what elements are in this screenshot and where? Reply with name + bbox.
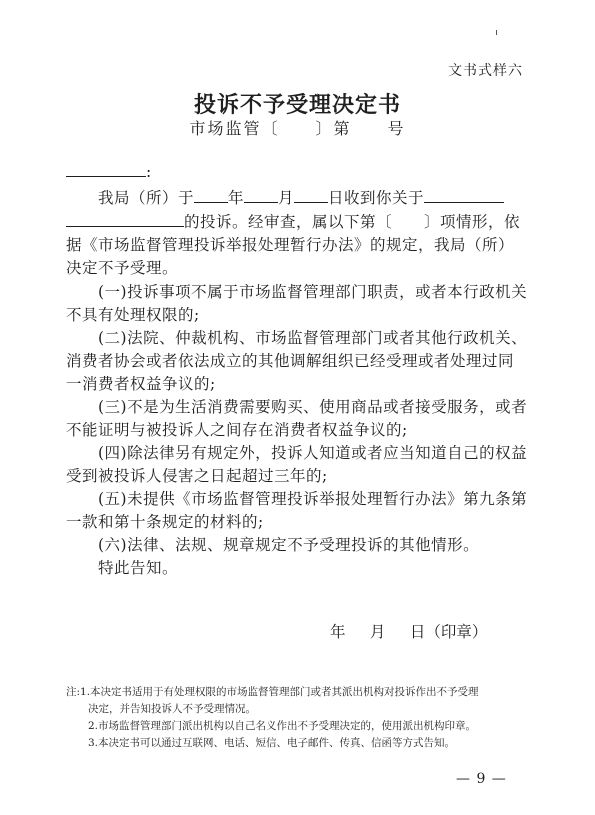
list-item: (一)投诉事项不属于市场监督管理部门职责，或者本行政机关不具有处理权限的; bbox=[66, 283, 528, 324]
intro-paragraph: 我局（所）于 年 月 日收到你关于的投诉。经审查，属以下第〔 〕项情形，依据《市场监督管理投诉举报处理暂行办法》的规定，我局（所）决定不予受理。 bbox=[66, 186, 528, 280]
sample-label: 文书式样六 bbox=[448, 63, 523, 79]
addressee-blank bbox=[66, 160, 146, 177]
list-item: (五)未提供《市场监督管理投诉举报处理暂行办法》第九条第一款和第十条规定的材料的; bbox=[66, 490, 528, 531]
document-number: 市场监管〔 〕第 号 bbox=[189, 119, 406, 138]
page-number: — 9 — bbox=[456, 771, 507, 787]
note-2: 2.市场监督管理部门派出机构以自己名义作出不予受理决定的，使用派出机构印章。 bbox=[88, 720, 477, 732]
addressee-line: : bbox=[66, 160, 528, 184]
closing-text: 特此告知。 bbox=[98, 559, 179, 577]
list-item: (二)法院、仲裁机构、市场监督管理部门或者其他行政机关、消费者协会或者依法成立的其他调解组织已经受理或者处理过同一消费者权益争议的; bbox=[66, 329, 528, 393]
list-item: (六)法律、法规、规章规定不予受理投诉的其他情形。 bbox=[98, 536, 480, 554]
note-3: 3.本决定书可以通过互联网、电话、短信、电子邮件、传真、信函等方式告知。 bbox=[88, 737, 456, 749]
items-list bbox=[66, 281, 528, 580]
list-item: (三)不是为生活消费需要购买、使用商品或者接受服务，或者不能证明与被投诉人之间存在消费者权益争议的; bbox=[66, 398, 528, 439]
list-item: (四)除法律另有规定外，投诉人知道或者应当知道自己的权益受到被投诉人侵害之日起超过三年的; bbox=[66, 444, 528, 485]
note-1-cont: 决定，并告知投诉人不予受理情况。 bbox=[88, 703, 256, 715]
note-1: 注:1.本决定书适用于有处理权限的市场监督管理部门或者其派出机构对投诉作出不予受理 bbox=[66, 686, 479, 698]
date-seal-line: 年 月 日（印章） bbox=[330, 623, 488, 641]
scan-mark bbox=[496, 30, 497, 35]
document-title: 投诉不予受理决定书 bbox=[193, 92, 401, 118]
notes-section bbox=[66, 684, 546, 752]
